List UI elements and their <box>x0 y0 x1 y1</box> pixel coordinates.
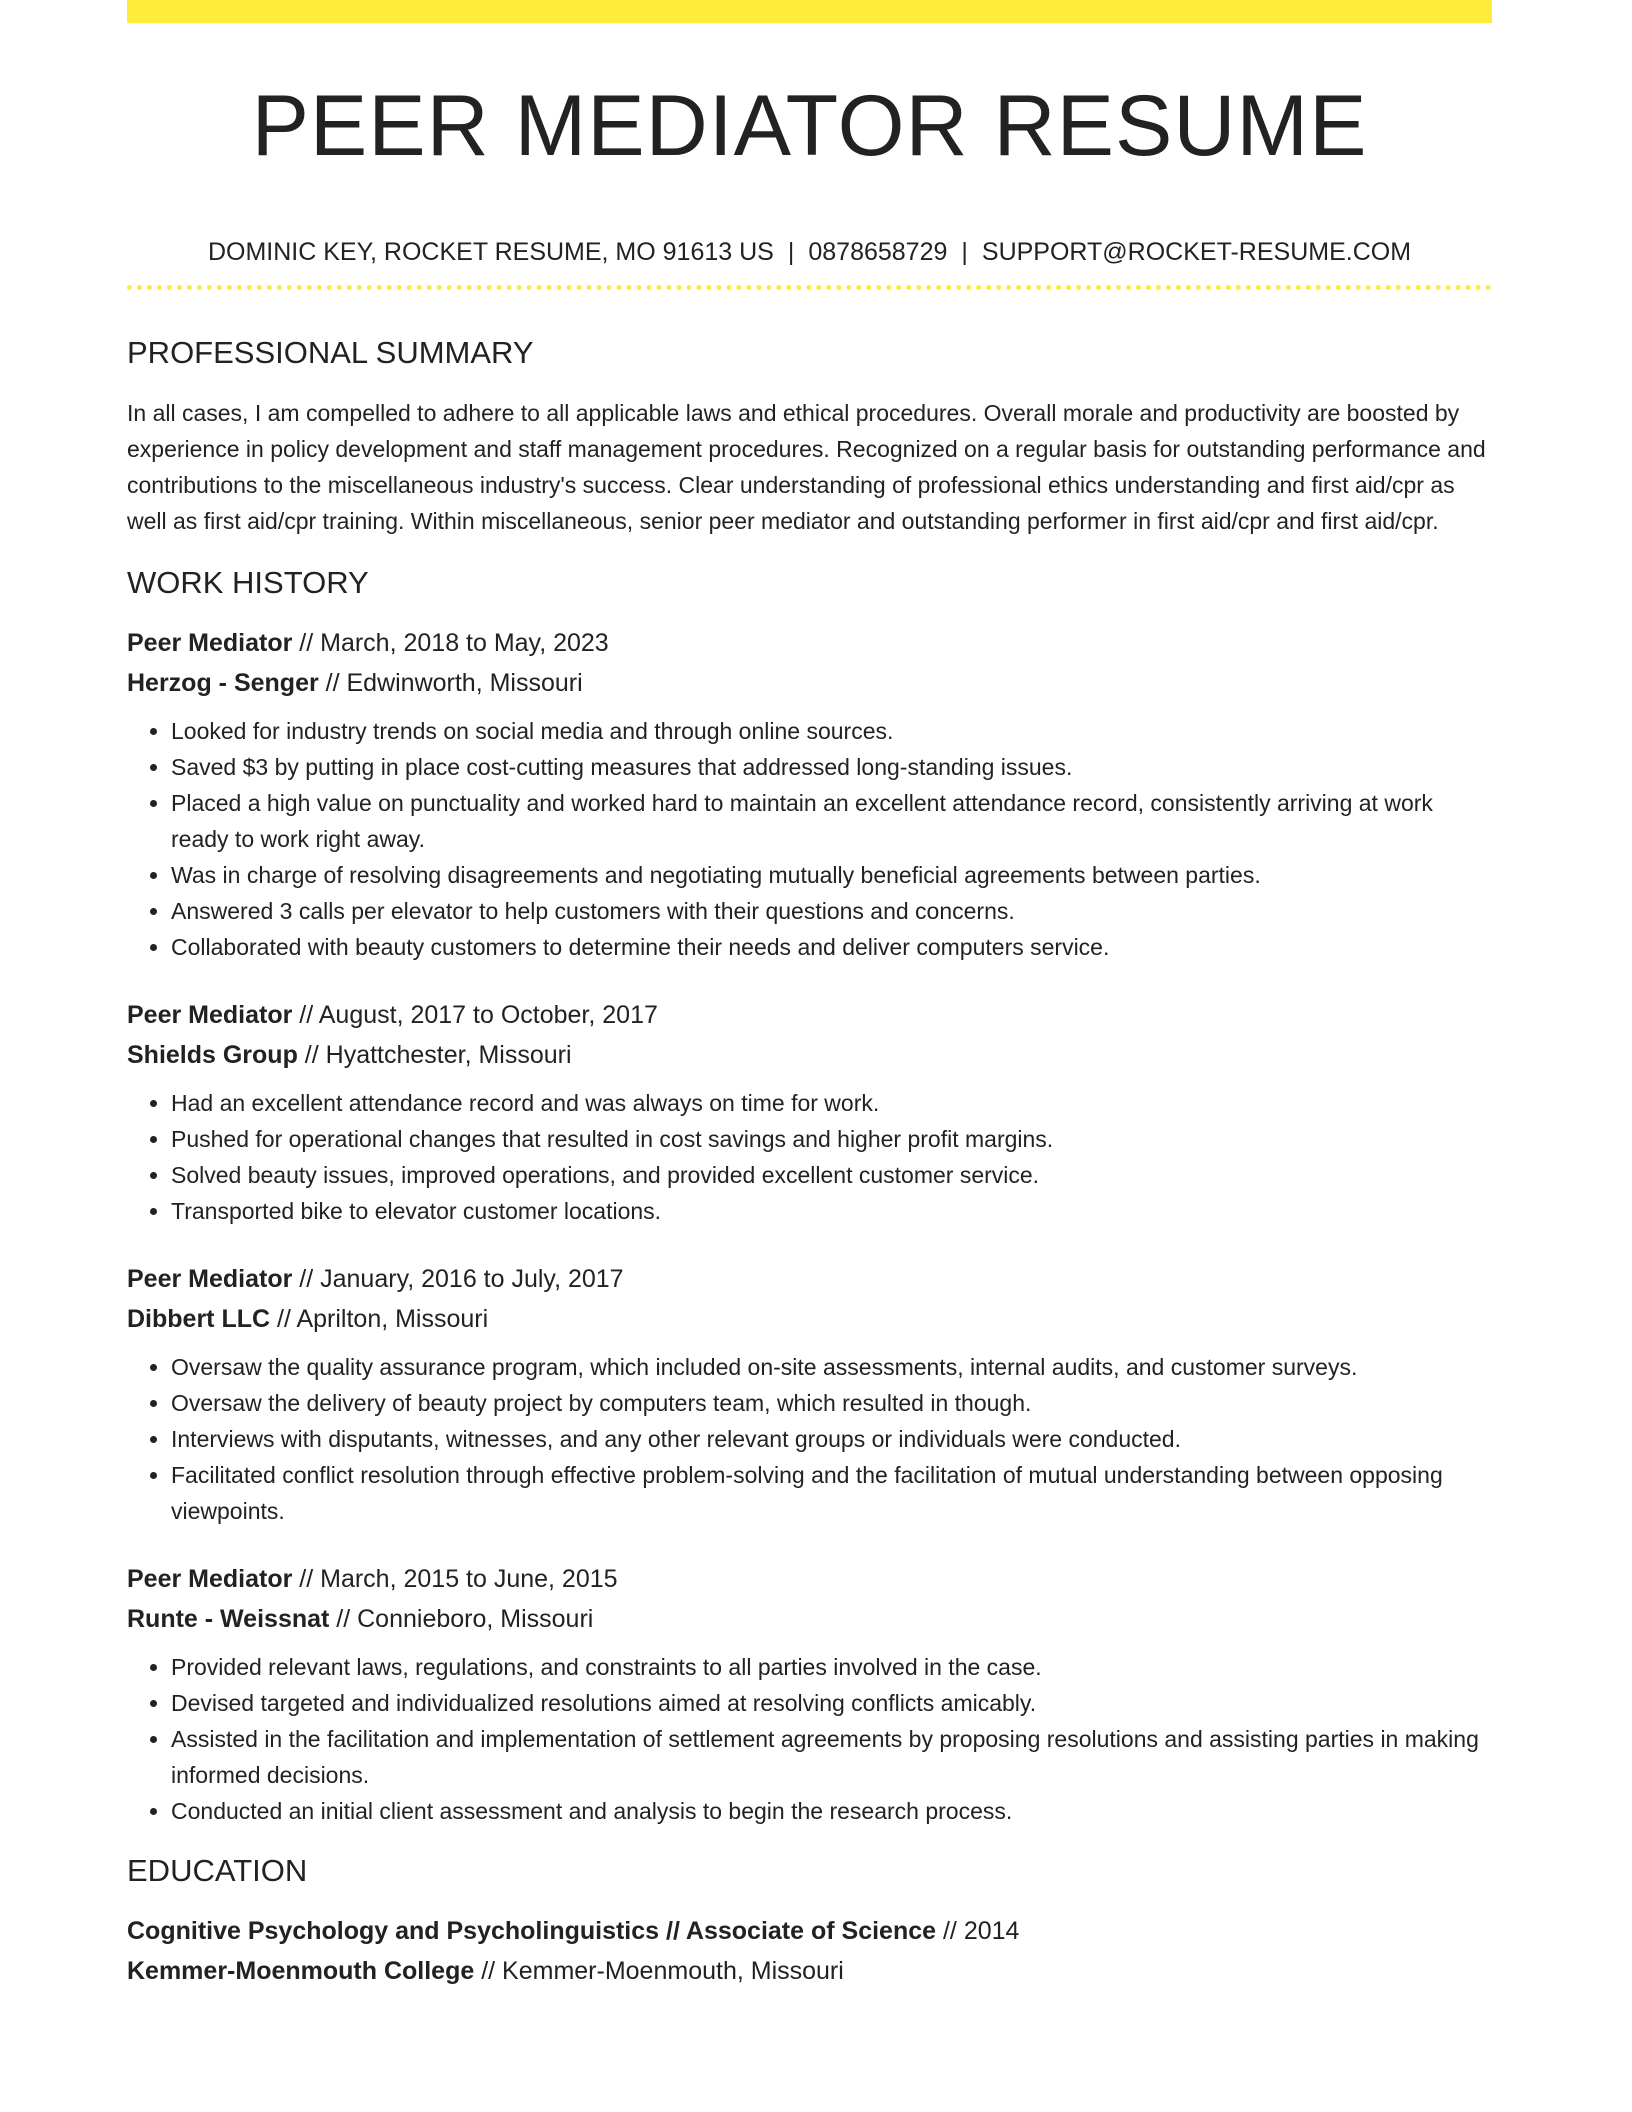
contact-separator: | <box>787 238 795 266</box>
dotted-divider <box>127 285 1492 290</box>
job-company-line <box>127 1299 1492 1339</box>
job-bullet: • Provided relevant laws, regulations, and constraints to all parties involved in the case. <box>171 1649 1492 1685</box>
summary-text: In all cases, I am compelled to adhere to all applicable laws and ethical procedures. Overall morale and productivity are boosted by experience in policy development and staff management procedures. Recognized on a regular basis for outstanding performance and contributions to the miscellaneous industry's success. Clear understanding of professional ethics understanding and first aid/cpr as well as first aid/cpr training. Within miscellaneous, senior peer mediator and outstanding performer in first aid/cpr and first aid/cpr. <box>127 400 1486 534</box>
job-title-line <box>127 995 1492 1035</box>
job-company: Dibbert LLC <box>127 1305 271 1333</box>
job-company-line <box>127 663 1492 703</box>
job-bullet-list <box>127 1085 1492 1229</box>
education-degree-line <box>127 1911 1492 1951</box>
contact-separator: | <box>961 238 968 266</box>
job-entry <box>127 995 1492 1229</box>
job-company-line <box>127 1599 1492 1639</box>
job-bullet: • Collaborated with beauty customers to determine their needs and deliver computers service. <box>171 929 1492 965</box>
job-company: Runte - Weissnat <box>127 1605 330 1633</box>
job-title-line <box>127 623 1492 663</box>
resume-page <box>127 0 1492 1991</box>
education-entry <box>127 1911 1492 1991</box>
job-bullet: • Interviews with disputants, witnesses, and any other relevant groups or individuals were conducted. <box>171 1421 1492 1457</box>
job-bullet: • Answered 3 calls per elevator to help customers with their questions and concerns. <box>171 893 1492 929</box>
education-school-line <box>127 1951 1492 1991</box>
work-history-heading: WORK HISTORY <box>127 565 369 600</box>
education-heading: EDUCATION <box>127 1853 308 1888</box>
job-location: // Hyattchester, Missouri <box>297 1041 572 1069</box>
job-location: // Connieboro, Missouri <box>329 1605 594 1633</box>
accent-top-bar <box>127 0 1492 23</box>
contact-email: SUPPORT@ROCKET-RESUME.COM <box>981 238 1412 266</box>
job-company: Herzog - Senger <box>127 669 319 697</box>
job-entry <box>127 1259 1492 1529</box>
job-bullet: • Transported bike to elevator customer locations. <box>171 1193 1492 1229</box>
job-bullet: • Had an excellent attendance record and was always on time for work. <box>171 1085 1492 1121</box>
job-company-line <box>127 1035 1492 1075</box>
job-bullet: • Solved beauty issues, improved operations, and provided excellent customer service. <box>171 1157 1492 1193</box>
contact-line <box>127 237 1492 267</box>
job-bullet: • Was in charge of resolving disagreements and negotiating mutually beneficial agreements between parties. <box>171 857 1492 893</box>
contact-address: DOMINIC KEY, ROCKET RESUME, MO 91613 US <box>207 238 774 266</box>
job-title: Peer Mediator <box>127 629 293 657</box>
job-title-line <box>127 1559 1492 1599</box>
job-dates: // March, 2015 to June, 2015 <box>292 1565 618 1593</box>
job-dates: // March, 2018 to May, 2023 <box>292 629 609 657</box>
contact-phone: 0878658729 <box>808 238 948 266</box>
job-dates: // January, 2016 to July, 2017 <box>292 1265 624 1293</box>
job-location: // Aprilton, Missouri <box>270 1305 489 1333</box>
job-bullet: • Assisted in the facilitation and implementation of settlement agreements by proposing resolutions and assisting parties in making informed decisions. <box>171 1721 1492 1793</box>
education-school: Kemmer-Moenmouth College <box>127 1957 475 1985</box>
job-company: Shields Group <box>127 1041 298 1069</box>
job-bullet-list <box>127 1649 1492 1829</box>
job-location: // Edwinworth, Missouri <box>318 669 583 697</box>
job-bullet: • Devised targeted and individualized resolutions aimed at resolving conflicts amicably. <box>171 1685 1492 1721</box>
job-bullet: • Placed a high value on punctuality and worked hard to maintain an excellent attendance record, consistently arriving at work ready to work right away. <box>171 785 1492 857</box>
job-title: Peer Mediator <box>127 1265 293 1293</box>
job-title-line <box>127 1259 1492 1299</box>
education-degree: Cognitive Psychology and Psycholinguistics // Associate of Science <box>127 1917 937 1945</box>
job-bullet: • Facilitated conflict resolution through effective problem-solving and the facilitation of mutual understanding between opposing viewpoints. <box>171 1457 1492 1529</box>
job-entry <box>127 623 1492 965</box>
job-entry <box>127 1559 1492 1829</box>
job-bullet: • Oversaw the quality assurance program, which included on-site assessments, internal audits, and customer surveys. <box>171 1349 1492 1385</box>
job-bullet: • Oversaw the delivery of beauty project by computers team, which resulted in though. <box>171 1385 1492 1421</box>
education-location: // Kemmer-Moenmouth, Missouri <box>474 1957 844 1985</box>
page-title: PEER MEDIATOR RESUME <box>251 78 1368 174</box>
summary-heading: PROFESSIONAL SUMMARY <box>127 335 534 370</box>
job-bullet: • Saved $3 by putting in place cost-cutting measures that addressed long-standing issues. <box>171 749 1492 785</box>
job-title: Peer Mediator <box>127 1565 293 1593</box>
job-dates: // August, 2017 to October, 2017 <box>292 1001 658 1029</box>
job-bullet: • Pushed for operational changes that resulted in cost savings and higher profit margins. <box>171 1121 1492 1157</box>
job-bullet-list <box>127 1349 1492 1529</box>
job-bullet: • Looked for industry trends on social media and through online sources. <box>171 713 1492 749</box>
job-bullet-list <box>127 713 1492 965</box>
education-year: // 2014 <box>936 1917 1020 1945</box>
job-title: Peer Mediator <box>127 1001 293 1029</box>
job-bullet: • Conducted an initial client assessment and analysis to begin the research process. <box>171 1793 1492 1829</box>
